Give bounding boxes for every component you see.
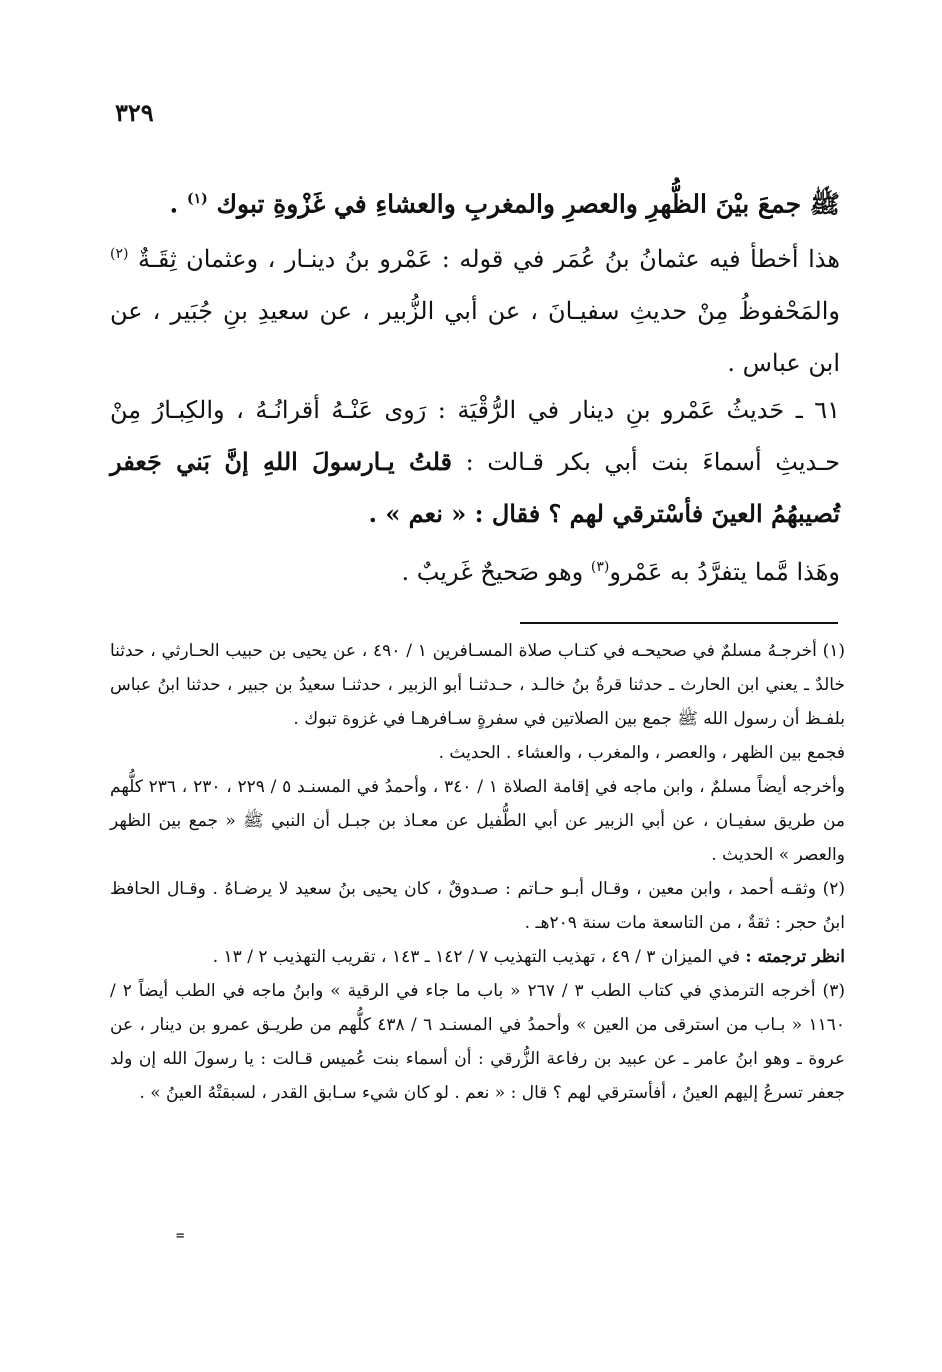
paragraph-2-quote: قلتُ يـارسولَ اللهِ إنَّ بَني جَعفر تُصيبهُمُ العينَ فأسْترقي لهم ؟ فقال : « نعم » . — [110, 447, 840, 528]
paragraph-1 — [110, 228, 840, 389]
footnote-ref-3: (٣) — [590, 559, 610, 575]
paragraph-3 — [110, 543, 840, 596]
paragraph-3-text-a: وهَذا مَّما يتفرَّدُ به عَمْرو — [609, 558, 840, 586]
footnote-divider — [520, 622, 838, 624]
paragraph-1-text-b: والمَحْفوظُ مِنْ حديثِ سفيـانَ ، عن أبي الزُّبير ، عن سعيدِ بنِ جُبَير ، عن ابن عباس . — [110, 297, 840, 377]
footnote-3: (٣) أخرجه الترمذي في كتاب الطب ٣ / ٢٦٧ « باب ما جاء في الرقية » وابنُ ماجه في الطب أيضاً ٢ / ١١٦٠ « بـاب من استرقى من العين » وأحمدُ في المسنـد ٦ / ٤٣٨ كلُّهم من طريـق عمرو بن دينار ، عن عروة ـ وهو ابنُ عامر ـ عن عبيد بن رفاعة الزُّرقي : أن أسماء بنت عُميس قـالت : يا رسولَ الله إن ولد جعفر تسرعُ إليهم العينُ ، أفأسترقي لهم ؟ قال : « نعم . لو كان شيء سـابق القدر ، لسبقتْهُ العينُ » . — [110, 981, 845, 1103]
footnotes — [110, 634, 845, 1110]
paragraph-2-text-a: ٦١ ـ حَديثُ عَمْرو بنِ دينار في الرُّقْيَة : رَوى عَنْـهُ أقرانُـهُ ، والكِبـارُ مِنْ حـديثِ أسماءَ بنت أبي بكر قـالت : — [110, 396, 840, 476]
page-mark: = — [176, 1228, 185, 1244]
footnote-ref-2: (٢) — [110, 246, 129, 262]
footnote-2-a: (٢) وثقـه أحمد ، وابن معين ، وقـال أبـو حـاتم : صـدوقٌ ، كان يحيى بنُ سعيد لا يرضـاهُ . وقـال الحافظ ابنُ حجر : ثقةٌ ، من التاسعة مات سنة ٢٠٩هـ . — [110, 879, 845, 933]
heading-text: ﷺ جمعَ بيْنَ الظُّهرِ والعصرِ والمغربِ والعشاءِ في غَزْوةِ تبوك — [216, 189, 840, 219]
footnote-1-b: فجمع بين الظهر ، والعصر ، والمغرب ، والعشاء . الحديث . — [438, 743, 845, 763]
section-heading — [110, 175, 840, 228]
footnote-1-a: (١) أخرجـهُ مسلمٌ في صحيحـه في كتـاب صلاة المسـافرين ١ / ٤٩٠ ، عن يحيى بن حبيب الحـارثي ، حدثنا خالدٌ ـ يعني ابن الحارث ـ حدثنا قرةُ بنُ خالـد ، حـدثنـا أبو الزبير ، حدثنـا سعيدُ بن جبير ، حدثنا ابنُ عباس بلفـظ أن رسول الله ﷺ جمع بين الصلاتين في سفرةٍ سـافرهـا في غزوة تبوك . — [110, 641, 845, 729]
footnote-2-b: في الميزان ٣ / ٤٩ ، تهذيب التهذيب ٧ / ١٤٢ ـ ١٤٣ ، تقريب التهذيب ٢ / ١٣ . — [212, 947, 746, 967]
paragraph-1-text-a: هذا أخطأ فيه عثمانُ بنُ عُمَر في قوله : عَمْرو بنُ دينـار ، وعثمان ثِقَـةٌ — [137, 245, 840, 273]
footnote-2-label: انظر ترجمته : — [745, 947, 845, 967]
footnote-1-c: وأخرجه أيضاً مسلمٌ ، وابن ماجه في إقامة الصلاة ١ / ٣٤٠ ، وأحمدُ في المسنـد ٥ / ٢٢٩ ، ٢٣٠ ، ٢٣٦ كلُّهم من طريق سفيـان ، عن أبي الزبير عن أبي الطُّفيل عن معـاذ بن جبـل أن النبي ﷺ « جمع بين الظهر والعصر » الحديث . — [110, 777, 845, 865]
paragraph-hadith-61 — [110, 384, 840, 540]
page-number: ٣٢٩ — [115, 98, 154, 127]
footnote-ref-1: (١) — [186, 191, 208, 207]
heading-end: . — [169, 189, 187, 219]
footnote-2-b-line — [110, 940, 845, 974]
paragraph-3-text-b: وهو صَحيحٌ غَريبٌ . — [401, 558, 591, 586]
